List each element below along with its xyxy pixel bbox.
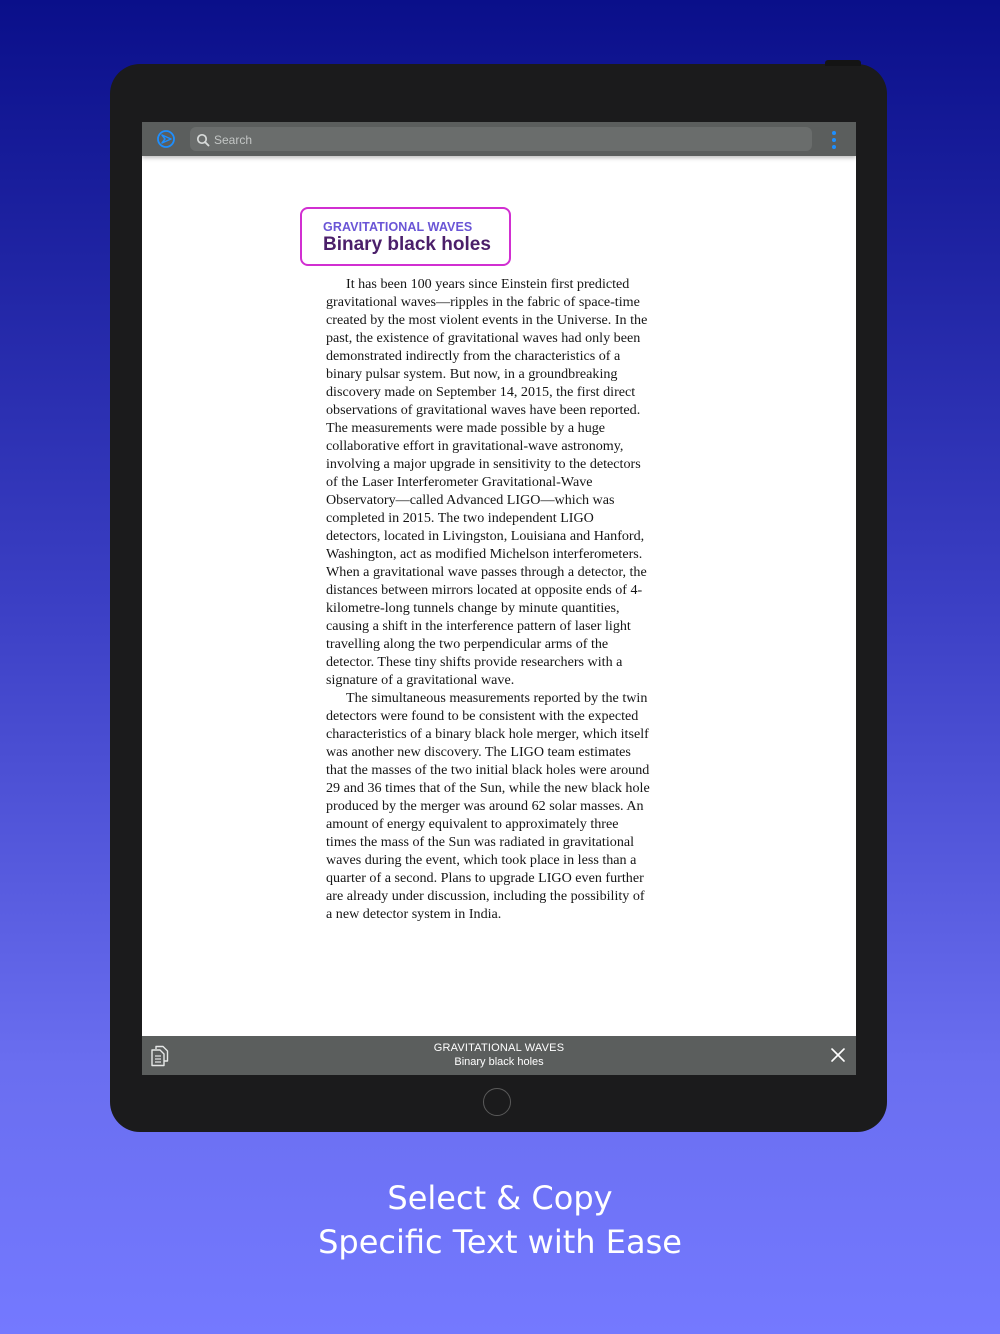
article-body[interactable] xyxy=(326,275,651,923)
selection-kicker: GRAVITATIONAL WAVES xyxy=(433,1042,565,1054)
selected-heading[interactable] xyxy=(300,207,511,266)
promo-caption xyxy=(0,1176,1000,1264)
close-icon[interactable] xyxy=(830,1047,846,1063)
app-screen xyxy=(142,122,856,1075)
search-input[interactable] xyxy=(212,127,806,153)
selection-title: Binary black holes xyxy=(454,1056,544,1068)
device-power-button xyxy=(825,60,861,66)
top-toolbar xyxy=(142,122,856,156)
promo-line-1: Select & Copy xyxy=(387,1179,613,1217)
promo-line-2: Specific Text with Ease xyxy=(318,1223,682,1261)
home-button[interactable] xyxy=(483,1088,511,1116)
document-page[interactable] xyxy=(142,156,856,1036)
more-vertical-icon[interactable] xyxy=(828,130,840,150)
section-kicker: GRAVITATIONAL WAVES xyxy=(323,220,473,234)
article-paragraph[interactable]: It has been 100 years since Einstein first predicted gravitational waves—ripples in the fabric of space-time created by the most violent events in the Universe. In the past, the existence of gravitational waves had only been demonstrated indirectly from the characteristics of a binary pulsar system. But now, in a groundbreaking discovery made on September 14, 2015, the first direct observations of gravitational waves have been reported. The measurements were made possible by a huge collaborative effort in gravitational-wave astronomy, involving a major upgrade in sensitivity to the detectors of the Laser Interferometer Gravitational-Wave Observatory—called Advanced LIGO—which was completed in 2015. The two independent LIGO detectors, located in Livingston, Louisiana and Hanford, Washington, act as modified Michelson interferometers. When a gravitational wave passes through a detector, the distances between mirrors located at opposite ends of 4-kilometre-long tunnels change by minute quantities, causing a shift in the interference pattern of laser light travelling along the two perpendicular arms of the detector. These tiny shifts provide researchers with a signature of a gravitational wave. xyxy=(326,276,648,688)
section-title: Binary black holes xyxy=(323,234,491,255)
article-paragraph[interactable]: The simultaneous measurements reported by the twin detectors were found to be consistent with the expected characteristics of a binary black hole merger, which itself was another new discovery. The LIGO team estimates that the masses of the two initial black holes were around 29 and 36 times that of the Sun, while the new black hole produced by the merger was around 62 solar masses. An amount of energy equivalent to approximately three times the mass of the Sun was radiated in gravitational waves during the event, which took place in less than a quarter of a second. Plans to upgrade LIGO even further are already under discussion, including the possibility of a new detector system in India. xyxy=(326,690,650,922)
search-bar[interactable] xyxy=(190,127,812,151)
selection-bar xyxy=(142,1036,856,1075)
compass-icon[interactable] xyxy=(156,129,176,149)
search-icon xyxy=(196,132,210,146)
